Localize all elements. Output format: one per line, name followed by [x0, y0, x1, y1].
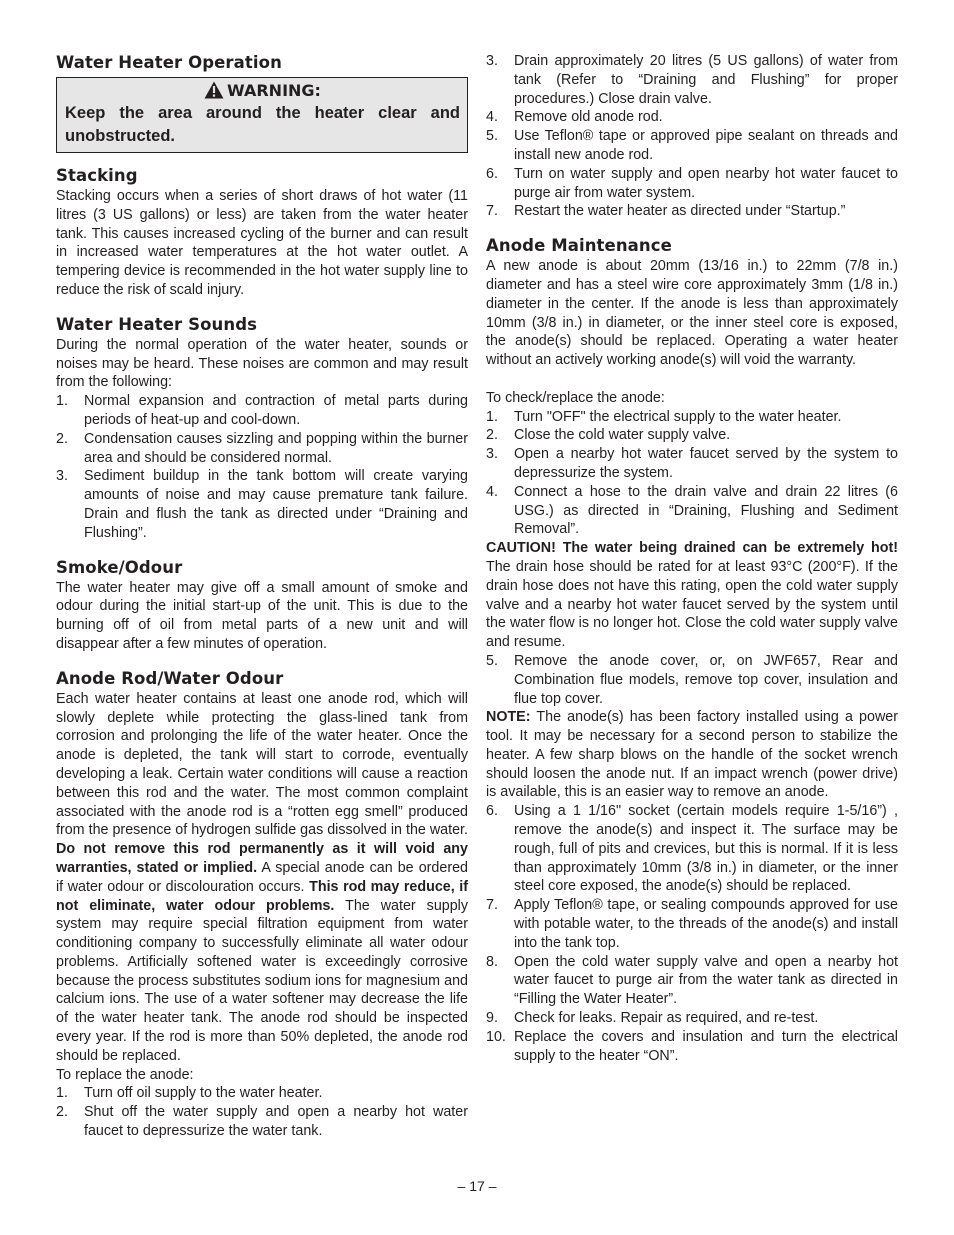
warning-text: Keep the area around the heater clear and unobstructed. [65, 104, 460, 145]
list-item: 2. Close the cold water supply valve. [486, 427, 731, 444]
list-item: 3. Drain approximately 20 litres (5 US gallons) of water from tank (Refer to “Draining and Flushing” for proper procedures.) Close drain valve. [486, 53, 898, 107]
list-item: 5. Use Teflon® tape or approved pipe sealant on threads and install new anode rod. [486, 128, 898, 163]
left-column [56, 52, 468, 1141]
smoke-paragraph: The water heater may give off a small amount of smoke and odour during the initial start-up of the unit. This is due to the burning off of oil from metal parts of a new unit and will disappear after a few minutes of operation. [56, 579, 468, 652]
maintenance-paragraph: A new anode is about 20mm (13/16 in.) to 22mm (7/8 in.) diameter and has a steel wire core approximately 3mm (1/8 in.) diameter in the center. If the anode is less than approximately 10mm (3/8 in.) in diameter, or the inner steel core is exposed, the anode(s) should be replaced. Operating a water heater without an actively working anode(s) will void the warranty. [486, 258, 898, 369]
right-column [486, 52, 898, 1065]
list-item: 1. Turn off oil supply to the water heater. [56, 1085, 323, 1102]
check-intro: To check/replace the anode: [486, 389, 665, 406]
heading-smoke-odour: Smoke/Odour [56, 557, 183, 577]
list-item: 4. Connect a hose to the drain valve and drain 22 litres (6 USG.) as directed in “Draining, Flushing and Sediment Removal”. [486, 483, 898, 538]
warning-triangle-icon [204, 81, 224, 99]
list-item: 9. Check for leaks. Repair as required, and re-test. [486, 1010, 819, 1027]
list-item: 3. Sediment buildup in the tank bottom will create varying amounts of noise and may cause premature tank failure. Drain and flush the tank as directed under “Draining and Flushing”. [56, 468, 468, 541]
list-item: 7. Apply Teflon® tape, or sealing compounds approved for use with potable water, to the threads of the anode(s) and install into the tank top. [486, 897, 898, 951]
heading-anode-rod-water-odour: Anode Rod/Water Odour [56, 668, 284, 688]
replace-list-continued [486, 52, 898, 221]
list-item: 6. Turn on water supply and open nearby hot water faucet to purge air from water system. [486, 165, 898, 201]
page-number: – 17 – [457, 1178, 497, 1194]
check-list-step5 [486, 652, 898, 708]
list-item: 5. Remove the anode cover, or, on JWF657, Rear and Combination flue models, remove top cover, insulation and flue top cover. [486, 652, 898, 707]
list-item: 10. Replace the covers and insulation and turn the electrical supply to the heater “ON”. [486, 1028, 898, 1064]
list-item: 2. Shut off the water supply and open a nearby hot water faucet to depressurize the water tank. [56, 1104, 468, 1140]
list-item: 8. Open the cold water supply valve and open a nearby hot water faucet to purge air from the water tank as directed in “Filling the Water Heater”. [486, 953, 898, 1008]
note-paragraph: NOTE: The anode(s) has been factory installed using a power tool. It may be necessary for a second person to stabilize the heater. A few sharp blows on the handle of the socket wrench should loosen the anode nut. If an impact wrench (power drive) is available, this is an easier way to remove an anode. [486, 709, 899, 801]
check-list-continued [486, 802, 898, 1065]
heading-anode-maintenance: Anode Maintenance [486, 236, 672, 256]
sounds-paragraph: During the normal operation of the water heater, sounds or noises may be heard. These noises are common and may result from the following: [56, 336, 468, 391]
caution-paragraph: CAUTION! The water being drained can be extremely hot! The drain hose should be rated for at least 93°C (200°F). If the drain hose does not have this rating, open the cold water supply valve and a nearby hot water faucet served by the system until the water flow is no longer hot. Close the cold water supply valve and resume. [486, 540, 898, 651]
heading-stacking: Stacking [56, 166, 138, 185]
stacking-paragraph: Stacking occurs when a series of short draws of hot water (11 litres (3 US gallons) or less) are taken from the water heater tank. This causes increased cycling of the burner and can result in increased water temperatures at the hot water outlet. A tempering device is recommended in the hot water supply line to reduce the risk of scald injury. [56, 188, 468, 298]
list-item: 1. Turn "OFF" the electrical supply to the water heater. [486, 408, 842, 425]
list-item: 2. Condensation causes sizzling and popping within the burner area and should be considered normal. [56, 430, 468, 466]
list-item: 6. Using a 1 1/16" socket (certain models require 1-5/16”) , remove the anode(s) and inspect it. The surface may be rough, full of pits and crevices, but this is normal. If it is less than approximately 10mm (3/8 in.) in diameter, or the inner steel core exposed, the anode(s) should be replaced. [486, 803, 898, 895]
sounds-list [56, 392, 468, 542]
list-item: 4. Remove old anode rod. [486, 109, 663, 126]
list-item: 1. Normal expansion and contraction of metal parts during periods of heat-up and cool-down. [56, 393, 468, 428]
heading-water-heater-sounds: Water Heater Sounds [56, 314, 258, 334]
heading-water-heater-operation: Water Heater Operation [56, 53, 282, 72]
anode-paragraph: Each water heater contains at least one anode rod, which will slowly deplete while protecting the glass-lined tank from corrosion and prolonging the life of the water heater. Once the anode is depleted, the tank will start to corrode, eventually developing a leak. Certain water conditions will cause a reaction between this rod and the water. The most common complaint associated with the anode rod is a “rotten egg smell” produced from the presence of hydrogen sulfide gas dissolved in the water. Do not remove this rod permanently as it will void any warranties, stated or implied. A special anode can be ordered if water odour or discolouration occurs. This rod may reduce, if not eliminate, water odour problems. The water supply system may require special filtration equipment from water conditioning company to successfully eliminate all water odour problems. Artificially softened water is exceedingly corrosive because the process substitutes sodium ions for magnesium and calcium ions. The use of a water softener may decrease the life of the water heater tank. The anode rod should be inspected every year. If the rod is more than 50% depleted, the anode rod should be replaced. [56, 690, 469, 1064]
list-item: 3. Open a nearby hot water faucet served by the system to depressurize the system. [486, 446, 898, 481]
list-item: 7. Restart the water heater as directed under “Startup.” [486, 203, 846, 220]
replace-intro: To replace the anode: [56, 1066, 194, 1083]
check-list [486, 408, 898, 540]
replace-list [56, 1084, 468, 1140]
warning-label: WARNING: [227, 81, 321, 100]
warning-title [65, 80, 460, 102]
warning-box [56, 77, 468, 153]
